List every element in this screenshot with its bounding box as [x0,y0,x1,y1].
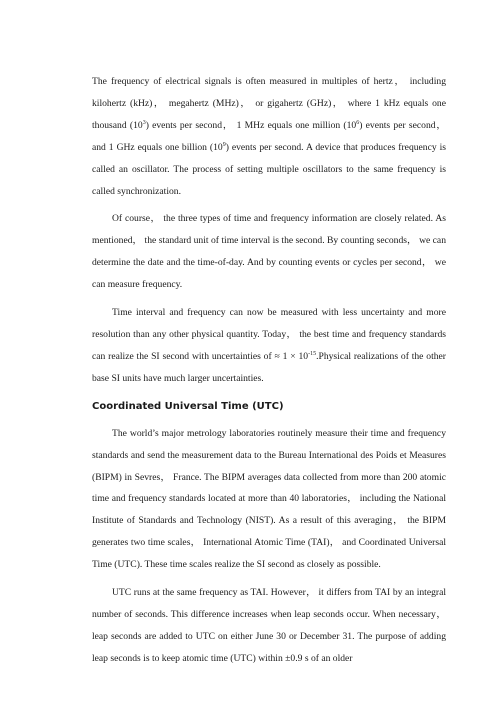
p3-text-1: Time interval and frequency can now be measured with less uncertainty and more resolution than any other physical quantity. Today， the best time and frequency standards can realize the SI second with uncertainties of ≈ 1 × 10 [92,307,446,362]
p3-text-2: .Physical realizations of the other base SI units have much larger uncertainties. [92,350,446,384]
paragraph-leap-seconds: UTC runs at the same frequency as TAI. However， it differs from TAI by an integral number of seconds. This difference increases when leap seconds occur. When necessary， leap seconds are added to UTC on either June 30 or December 31. The purpose of adding leap seconds is to keep atomic time (UTC) within ±0.9 s of an older [92,587,446,664]
p1-text-3: ) events per second， and 1 GHz equals one billion (10 [92,119,446,153]
p1-text-1: The frequency of electrical signals is often measured in multiples of hertz， including kilohertz (kHz)， megahertz (MHz)， or gigahertz (GHz)， where 1 kHz equals one thousand (10 [92,76,446,131]
paragraph-measurement-uncertainty [92,302,446,390]
document-page [92,71,446,670]
paragraph-time-frequency-related: Of course， the three types of time and frequency information are closely related. As mentioned， the standard unit of time interval is the second. By counting seconds， we can determine the date and the time-of-day. And by counting events or cycles per second， we can measure frequency. [92,213,446,291]
p1-superscript-9: 9 [222,141,226,148]
p1-text-2: ) events per second， 1 MHz equals one million (10 [145,119,357,131]
paragraph-frequency-units [92,71,446,202]
p1-text-4: ) events per second. A device that produces frequency is called an oscillator. The process of setting multiple oscillators to the same frequency is called synchronization. [92,141,447,197]
p1-superscript-6: 6 [356,119,360,126]
p3-superscript-exponent: -15 [308,350,317,357]
paragraph-bipm-averaging: The world’s major metrology laboratories routinely measure their time and frequency standards and send the measurement data to the Bureau International des Poids et Measures (BIPM) in Sevres， France. The BIPM averages data collected from more than 200 atomic time and frequency standards located at more than 40 laboratories， including the National Institute of Standards and Technology (NIST). As a result of this averaging， the BIPM generates two time scales， International Atomic Time (TAI)， and Coordinated Universal Time (UTC). These time scales realize the SI second as closely as possible. [92,427,446,571]
p1-superscript-3: 3 [142,119,146,126]
section-heading-utc: Coordinated Universal Time (UTC) [92,400,284,412]
